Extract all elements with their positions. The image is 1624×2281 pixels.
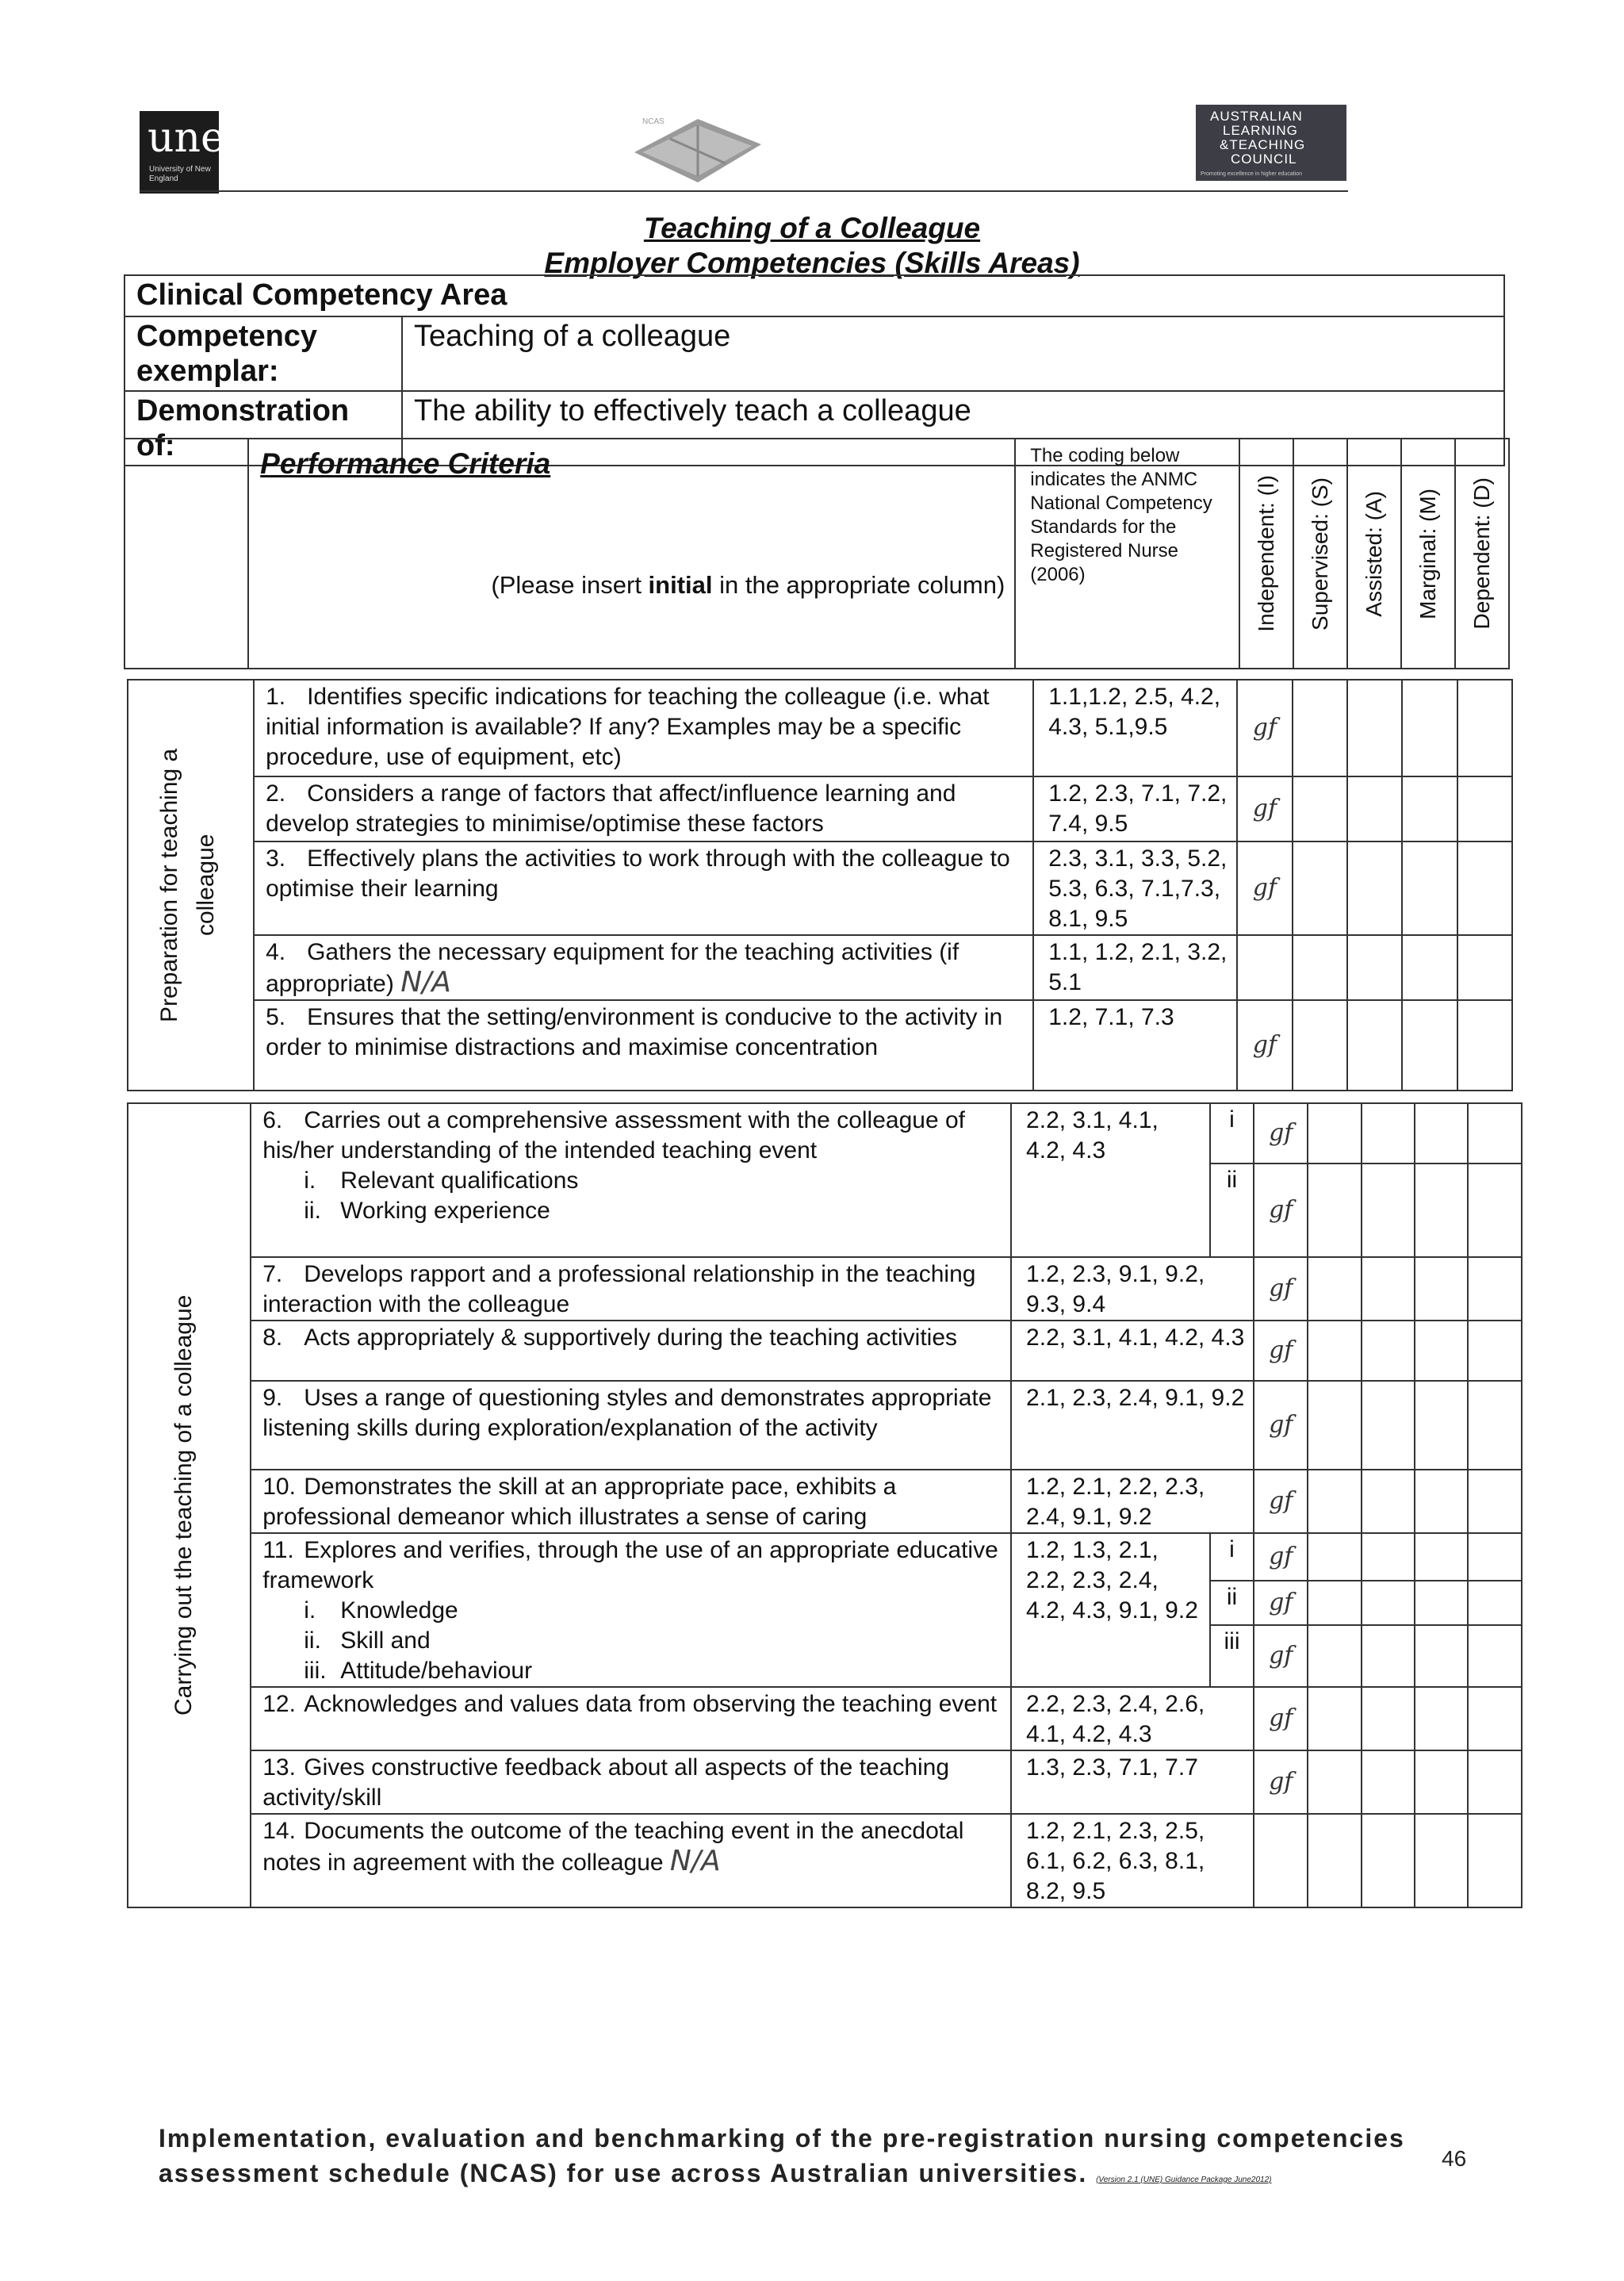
initial-independent[interactable]: gf <box>1254 1321 1308 1381</box>
initial-independent[interactable] <box>1254 1814 1308 1907</box>
criteria-text <box>251 1103 1011 1257</box>
initial-assisted[interactable] <box>1362 1103 1415 1164</box>
criteria-number: 14. <box>262 1818 296 1844</box>
altc-line4: COUNCIL <box>1231 151 1297 167</box>
criteria-number: 3. <box>266 845 286 872</box>
initial-marginal[interactable] <box>1415 1581 1468 1625</box>
sub-item-text: Skill and <box>340 1627 431 1654</box>
criteria-row-13 <box>128 1750 1522 1814</box>
initial-independent[interactable]: gf <box>1254 1687 1308 1750</box>
initial-dependent[interactable] <box>1468 1581 1522 1625</box>
coding-note: The coding below indicates the ANMC National Competency Standards for the Registered Nurse (2006) <box>1015 439 1239 669</box>
initial-assisted[interactable] <box>1362 1164 1415 1257</box>
initial-independent[interactable]: gf <box>1254 1581 1308 1625</box>
initial-dependent[interactable] <box>1468 1381 1522 1470</box>
initial-assisted[interactable] <box>1362 1533 1415 1581</box>
criteria-description: Considers a range of factors that affect/influence learning and develop strategies to minimise/optimise these factors <box>266 780 956 837</box>
initial-supervised[interactable] <box>1308 1625 1361 1687</box>
sub-item: ii. Skill and <box>304 1627 431 1654</box>
initial-dependent[interactable] <box>1457 935 1512 1000</box>
header-blank-cell <box>124 439 248 669</box>
criteria-text <box>251 1814 1011 1907</box>
initial-independent[interactable]: gf <box>1254 1533 1308 1581</box>
initial-supervised[interactable] <box>1293 935 1347 1000</box>
initial-assisted[interactable] <box>1347 680 1402 776</box>
criteria-text <box>254 1000 1033 1091</box>
initial-marginal[interactable] <box>1415 1103 1468 1164</box>
initial-marginal[interactable] <box>1415 1470 1468 1533</box>
initial-independent[interactable]: gf <box>1254 1381 1308 1470</box>
column-dependent <box>1455 439 1509 669</box>
initial-marginal[interactable] <box>1402 680 1457 776</box>
anmc-codes: 2.2, 3.1, 4.1, 4.2, 4.3 <box>1011 1103 1210 1257</box>
column-marginal <box>1401 439 1455 669</box>
criteria-text <box>254 935 1033 1000</box>
document-title: Teaching of a Colleague <box>643 212 981 244</box>
performance-criteria-cell <box>248 439 1015 669</box>
initial-marginal[interactable] <box>1415 1533 1468 1581</box>
initial-supervised[interactable] <box>1308 1687 1361 1750</box>
initial-marginal[interactable] <box>1415 1625 1468 1687</box>
criteria-number: 1. <box>266 684 286 710</box>
initial-assisted[interactable] <box>1347 935 1402 1000</box>
initial-assisted[interactable] <box>1362 1321 1415 1381</box>
une-logo-mark: une <box>147 114 225 162</box>
initial-assisted[interactable] <box>1362 1687 1415 1750</box>
criteria-description: Gives constructive feedback about all aspects of the teaching activity/skill <box>262 1754 950 1811</box>
criteria-description: Uses a range of questioning styles and demonstrates appropriate listening skills during exploration/explanation of the activity <box>262 1385 992 1441</box>
criteria-text <box>251 1381 1011 1470</box>
sub-roman-label: ii <box>1210 1164 1254 1257</box>
initial-independent[interactable]: gf <box>1254 1470 1308 1533</box>
initial-assisted[interactable] <box>1362 1470 1415 1533</box>
criteria-description: Develops rapport and a professional relationship in the teaching interaction with the colleague <box>262 1261 976 1317</box>
criteria-row-6 <box>128 1103 1522 1164</box>
preparation-section-table <box>127 679 1513 1091</box>
altc-tagline: Promoting excellence in higher education <box>1201 171 1303 177</box>
column-supervised-label: Supervised: (S) <box>1307 477 1332 631</box>
criteria-description: Acknowledges and values data from observing the teaching event <box>304 1691 998 1717</box>
footer-main-text: Implementation, evaluation and benchmarking of the pre-registration nursing competencies assessment schedule (NCAS) for use across Australian universities. <box>159 2124 1405 2187</box>
une-logo-name: University of New England <box>149 165 211 183</box>
initial-supervised[interactable] <box>1293 680 1347 776</box>
criteria-text <box>251 1257 1011 1321</box>
column-assisted-label: Assisted: (A) <box>1361 490 1386 617</box>
column-marginal-label: Marginal: (M) <box>1415 488 1440 619</box>
ncas-logo-text: NCAS <box>642 117 665 126</box>
criteria-row-8 <box>128 1321 1522 1381</box>
exemplar-label: Competency exemplar: <box>124 316 402 391</box>
criteria-row-1 <box>128 680 1512 776</box>
initial-supervised[interactable] <box>1308 1103 1361 1164</box>
criteria-description: Documents the outcome of the teaching event in the anecdotal notes in agreement with the colleague <box>262 1818 964 1876</box>
criteria-row-2 <box>128 776 1512 841</box>
criteria-number: 4. <box>266 939 286 965</box>
initial-dependent[interactable] <box>1468 1164 1522 1257</box>
altc-line2: LEARNING <box>1223 123 1298 138</box>
instruction-text <box>491 571 1005 600</box>
carrying-out-section-table <box>127 1102 1522 1908</box>
criteria-description: Explores and verifies, through the use of an appropriate educative framework <box>262 1537 998 1593</box>
column-supervised <box>1293 439 1347 669</box>
initial-independent[interactable]: gf <box>1237 1000 1292 1091</box>
section-label-preparation-text: Preparation for teaching a colleague <box>155 748 219 1022</box>
criteria-row-14 <box>128 1814 1522 1907</box>
initial-marginal[interactable] <box>1415 1381 1468 1470</box>
criteria-description: Acts appropriately & supportively during the teaching activities <box>304 1325 958 1351</box>
initial-marginal[interactable] <box>1402 841 1457 935</box>
criteria-number: 6. <box>262 1107 283 1133</box>
criteria-header-table <box>124 438 1510 669</box>
criteria-number: 5. <box>266 1004 286 1030</box>
initial-dependent[interactable] <box>1468 1533 1522 1581</box>
criteria-number: 9. <box>262 1385 283 1411</box>
criteria-number: 8. <box>262 1325 283 1351</box>
criteria-text <box>254 841 1033 935</box>
info-row-exemplar <box>124 316 1504 391</box>
anmc-codes: 1.2, 2.1, 2.2, 2.3, 2.4, 9.1, 9.2 <box>1011 1470 1254 1533</box>
column-assisted <box>1347 439 1401 669</box>
initial-independent[interactable]: gf <box>1254 1625 1308 1687</box>
initial-supervised[interactable] <box>1293 776 1347 841</box>
competency-area: Clinical Competency Area <box>124 275 1504 316</box>
criteria-row-7 <box>128 1257 1522 1321</box>
initial-independent[interactable]: gf <box>1254 1257 1308 1321</box>
criteria-row-5 <box>128 1000 1512 1091</box>
initial-assisted[interactable] <box>1362 1625 1415 1687</box>
initial-marginal[interactable] <box>1415 1750 1468 1814</box>
initial-independent[interactable]: gf <box>1237 680 1292 776</box>
ncas-logo <box>634 113 761 184</box>
criteria-number: 10. <box>262 1474 296 1500</box>
initial-supervised[interactable] <box>1308 1470 1361 1533</box>
anmc-codes: 2.2, 2.3, 2.4, 2.6, 4.1, 4.2, 4.3 <box>1011 1687 1254 1750</box>
initial-marginal[interactable] <box>1415 1257 1468 1321</box>
initial-supervised[interactable] <box>1293 1000 1347 1091</box>
initial-dependent[interactable] <box>1468 1103 1522 1164</box>
initial-dependent[interactable] <box>1468 1321 1522 1381</box>
initial-supervised[interactable] <box>1293 841 1347 935</box>
initial-supervised[interactable] <box>1308 1581 1361 1625</box>
demonstration-value: The ability to effectively teach a colleague <box>402 391 1504 466</box>
sub-item: i. Knowledge <box>304 1597 458 1624</box>
anmc-codes: 2.2, 3.1, 4.1, 4.2, 4.3 <box>1011 1321 1254 1381</box>
criteria-text <box>251 1687 1011 1750</box>
criteria-text <box>254 680 1033 776</box>
sub-roman-label: ii <box>1210 1581 1254 1625</box>
criteria-description: Carries out a comprehensive assessment with the colleague of his/her understanding of the intended teaching event <box>262 1107 965 1164</box>
handwritten-na-note: N/A <box>669 1845 721 1877</box>
initial-assisted[interactable] <box>1362 1750 1415 1814</box>
demonstration-label: Demonstration of: <box>124 391 402 466</box>
initial-marginal[interactable] <box>1415 1164 1468 1257</box>
initial-dependent[interactable] <box>1468 1257 1522 1321</box>
criteria-row-12 <box>128 1687 1522 1750</box>
header-rule <box>140 190 1348 192</box>
une-logo <box>140 111 225 194</box>
criteria-description: Demonstrates the skill at an appropriate pace, exhibits a professional demeanor which illustrates a sense of caring <box>262 1474 897 1530</box>
sub-item: iii. Attitude/behaviour <box>304 1658 533 1684</box>
sub-item: i. Relevant qualifications <box>304 1167 579 1194</box>
initial-assisted[interactable] <box>1347 841 1402 935</box>
anmc-codes: 1.2, 7.1, 7.3 <box>1033 1000 1237 1091</box>
initial-dependent[interactable] <box>1468 1750 1522 1814</box>
anmc-codes: 2.1, 2.3, 2.4, 9.1, 9.2 <box>1011 1381 1254 1470</box>
initial-supervised[interactable] <box>1308 1814 1361 1907</box>
sub-item-text: Working experience <box>340 1198 550 1224</box>
initial-marginal[interactable] <box>1402 935 1457 1000</box>
criteria-row-3 <box>128 841 1512 935</box>
criteria-row-11 <box>128 1533 1522 1581</box>
initial-dependent[interactable] <box>1468 1687 1522 1750</box>
initial-independent[interactable] <box>1237 935 1292 1000</box>
initial-supervised[interactable] <box>1308 1381 1361 1470</box>
sub-item-text: Attitude/behaviour <box>340 1658 533 1684</box>
sub-roman-label: i <box>1210 1103 1254 1164</box>
initial-marginal[interactable] <box>1415 1687 1468 1750</box>
criteria-text <box>251 1470 1011 1533</box>
initial-assisted[interactable] <box>1362 1814 1415 1907</box>
page-number: 46 <box>1442 2146 1467 2171</box>
initial-marginal[interactable] <box>1415 1814 1468 1907</box>
sub-item-text: Relevant qualifications <box>340 1167 579 1194</box>
criteria-description: Gathers the necessary equipment for the teaching activities (if appropriate) <box>266 939 959 997</box>
initial-supervised[interactable] <box>1308 1533 1361 1581</box>
info-row-area <box>124 275 1504 316</box>
section-label-carrying-out-text: Carrying out the teaching of a colleague <box>170 1294 197 1716</box>
column-dependent-label: Dependent: (D) <box>1469 477 1494 630</box>
anmc-codes: 1.1, 1.2, 2.1, 3.2, 5.1 <box>1033 935 1237 1000</box>
initial-assisted[interactable] <box>1362 1257 1415 1321</box>
ncas-logo-graphic <box>634 113 761 184</box>
initial-assisted[interactable] <box>1362 1581 1415 1625</box>
initial-independent[interactable]: gf <box>1237 841 1292 935</box>
initial-dependent[interactable] <box>1468 1470 1522 1533</box>
altc-logo <box>1196 105 1346 181</box>
sub-item: ii. Working experience <box>304 1198 550 1224</box>
criteria-description: Effectively plans the activities to work through with the colleague to optimise their learning <box>266 845 1010 902</box>
criteria-text <box>251 1750 1011 1814</box>
instruction-bold: initial <box>648 571 713 599</box>
criteria-row-9 <box>128 1381 1522 1470</box>
anmc-codes: 1.2, 2.3, 9.1, 9.2, 9.3, 9.4 <box>1011 1257 1254 1321</box>
initial-assisted[interactable] <box>1347 1000 1402 1091</box>
performance-criteria-title: Performance Criteria <box>260 447 551 480</box>
criteria-number: 7. <box>262 1261 283 1287</box>
initial-supervised[interactable] <box>1308 1164 1361 1257</box>
criteria-row-10 <box>128 1470 1522 1533</box>
initial-dependent[interactable] <box>1468 1625 1522 1687</box>
initial-dependent[interactable] <box>1457 1000 1512 1091</box>
initial-dependent[interactable] <box>1468 1814 1522 1907</box>
section-label-preparation <box>128 680 254 1091</box>
initial-independent[interactable]: gf <box>1237 776 1292 841</box>
instruction-post: in the appropriate column) <box>712 571 1005 599</box>
footer-text <box>159 2121 1427 2198</box>
instruction-pre: (Please insert <box>491 571 649 599</box>
section-label-carrying-out <box>128 1103 251 1907</box>
sub-item-text: Knowledge <box>340 1597 458 1624</box>
criteria-text <box>251 1533 1011 1687</box>
footer-version: (Version 2.1 (UNE) Guidance Package June2012) <box>1096 2176 1272 2184</box>
altc-line3: &TEACHING <box>1220 137 1306 152</box>
column-independent-label: Independent: (I) <box>1253 475 1278 632</box>
initial-dependent[interactable] <box>1457 841 1512 935</box>
sub-roman-label: i <box>1210 1533 1254 1581</box>
altc-line1: AUSTRALIAN <box>1210 109 1303 124</box>
anmc-codes: 1.2, 2.1, 2.3, 2.5, 6.1, 6.2, 6.3, 8.1, 8.2, 9.5 <box>1011 1814 1254 1907</box>
initial-independent[interactable]: gf <box>1254 1164 1308 1257</box>
column-independent <box>1239 439 1293 669</box>
initial-dependent[interactable] <box>1457 680 1512 776</box>
initial-dependent[interactable] <box>1457 776 1512 841</box>
initial-supervised[interactable] <box>1308 1257 1361 1321</box>
initial-independent[interactable]: gf <box>1254 1750 1308 1814</box>
criteria-description: Identifies specific indications for teaching the colleague (i.e. what initial information is available? If any? Examples may be a specific procedure, use of equipment, etc) <box>266 684 990 770</box>
criteria-number: 12. <box>262 1691 296 1717</box>
sub-roman-label: iii <box>1210 1625 1254 1687</box>
criteria-number: 13. <box>262 1754 296 1781</box>
criteria-text <box>254 776 1033 841</box>
initial-assisted[interactable] <box>1347 776 1402 841</box>
criteria-number: 2. <box>266 780 286 807</box>
initial-supervised[interactable] <box>1308 1750 1361 1814</box>
handwritten-na-note: N/A <box>400 966 451 999</box>
document-subtitle: Employer Competencies (Skills Areas) <box>544 247 1080 279</box>
anmc-codes: 2.3, 3.1, 3.3, 5.2, 5.3, 6.3, 7.1,7.3, 8.1, 9.5 <box>1033 841 1237 935</box>
initial-supervised[interactable] <box>1308 1321 1361 1381</box>
anmc-codes: 1.2, 1.3, 2.1, 2.2, 2.3, 2.4, 4.2, 4.3, 9.1, 9.2 <box>1011 1533 1210 1687</box>
criteria-number: 11. <box>262 1537 294 1563</box>
criteria-text <box>251 1321 1011 1381</box>
initial-assisted[interactable] <box>1362 1381 1415 1470</box>
exemplar-value: Teaching of a colleague <box>402 316 1504 391</box>
criteria-description: Ensures that the setting/environment is conducive to the activity in order to minimise distractions and maximise concentration <box>266 1004 1003 1060</box>
initial-marginal[interactable] <box>1402 1000 1457 1091</box>
anmc-codes: 1.3, 2.3, 7.1, 7.7 <box>1011 1750 1254 1814</box>
anmc-codes: 1.2, 2.3, 7.1, 7.2, 7.4, 9.5 <box>1033 776 1237 841</box>
anmc-codes: 1.1,1.2, 2.5, 4.2, 4.3, 5.1,9.5 <box>1033 680 1237 776</box>
initial-marginal[interactable] <box>1415 1321 1468 1381</box>
criteria-row-4 <box>128 935 1512 1000</box>
initial-marginal[interactable] <box>1402 776 1457 841</box>
initial-independent[interactable]: gf <box>1254 1103 1308 1164</box>
